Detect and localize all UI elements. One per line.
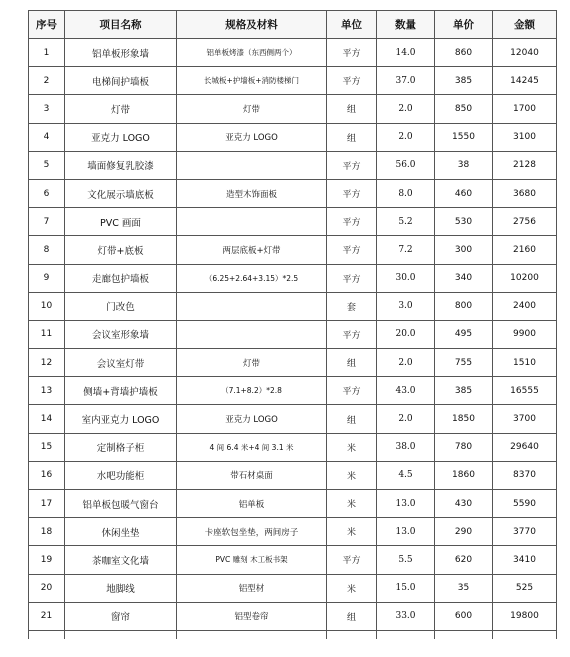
cell-index: 5 bbox=[29, 151, 65, 179]
cell-index: 20 bbox=[29, 574, 65, 602]
cell-unit: 组 bbox=[327, 405, 377, 433]
cell-spec-material: 4 间 6.4 米+4 间 3.1 米 bbox=[177, 433, 327, 461]
cell-unit-price: 38 bbox=[435, 151, 493, 179]
cell-amount: 3770 bbox=[493, 518, 557, 546]
cell-spec-material: 亚克力 LOGO bbox=[177, 405, 327, 433]
cell-item-name: 灯带+底板 bbox=[65, 236, 177, 264]
cell-unit: 组 bbox=[327, 95, 377, 123]
cell-unit: 平方 bbox=[327, 208, 377, 236]
table-row bbox=[29, 95, 557, 123]
cell-index: 21 bbox=[29, 602, 65, 630]
table-row bbox=[29, 264, 557, 292]
cell-item-name: 走廊包护墙板 bbox=[65, 264, 177, 292]
cell-quantity: 13.0 bbox=[377, 518, 435, 546]
cell-quantity: 2.0 bbox=[377, 95, 435, 123]
cell-unit-price: 460 bbox=[435, 179, 493, 207]
cell-amount: 2128 bbox=[493, 151, 557, 179]
cell-quantity: 56.0 bbox=[377, 151, 435, 179]
cell-item-name: 铝单板包暖气窗台 bbox=[65, 490, 177, 518]
quotation-table bbox=[28, 10, 557, 639]
cell-unit-price: 430 bbox=[435, 490, 493, 518]
cell-index: 2 bbox=[29, 67, 65, 95]
cell-unit-price: 385 bbox=[435, 377, 493, 405]
cell-quantity: 5.5 bbox=[377, 546, 435, 574]
cell-amount: 12040 bbox=[493, 39, 557, 67]
cell-quantity: 3.0 bbox=[377, 292, 435, 320]
cell-unit-price: 860 bbox=[435, 39, 493, 67]
cell-unit: 平方 bbox=[327, 151, 377, 179]
cell-quantity: 2.0 bbox=[377, 349, 435, 377]
cell-spec-material: 灯带 bbox=[177, 95, 327, 123]
cell-unit: 组 bbox=[327, 602, 377, 630]
cell-amount: 3700 bbox=[493, 405, 557, 433]
cell-amount: 2160 bbox=[493, 236, 557, 264]
cell-index: 3 bbox=[29, 95, 65, 123]
cell-quantity: 2.0 bbox=[377, 123, 435, 151]
cell-empty bbox=[435, 630, 493, 639]
cell-unit-price: 600 bbox=[435, 602, 493, 630]
table-row bbox=[29, 320, 557, 348]
cell-item-name: 会议室形象墙 bbox=[65, 320, 177, 348]
cell-spec-material: 铝型材 bbox=[177, 574, 327, 602]
cell-empty bbox=[377, 630, 435, 639]
header-index: 序号 bbox=[29, 11, 65, 39]
cell-unit: 平方 bbox=[327, 546, 377, 574]
cell-item-name: 茶咖室文化墙 bbox=[65, 546, 177, 574]
cell-index: 14 bbox=[29, 405, 65, 433]
cell-unit: 组 bbox=[327, 349, 377, 377]
cell-amount: 19800 bbox=[493, 602, 557, 630]
cell-item-name: 门改色 bbox=[65, 292, 177, 320]
cell-index: 11 bbox=[29, 320, 65, 348]
table-body bbox=[29, 39, 557, 639]
table-row bbox=[29, 179, 557, 207]
cell-quantity: 13.0 bbox=[377, 490, 435, 518]
cell-item-name: PVC 画面 bbox=[65, 208, 177, 236]
cell-index: 7 bbox=[29, 208, 65, 236]
cell-spec-material: 卡座软包坐垫，两间房子 bbox=[177, 518, 327, 546]
table-row bbox=[29, 574, 557, 602]
cell-unit: 平方 bbox=[327, 179, 377, 207]
cell-amount: 1510 bbox=[493, 349, 557, 377]
cell-spec-material: 铝型卷帘 bbox=[177, 602, 327, 630]
cell-item-name: 灯带 bbox=[65, 95, 177, 123]
header-spec-material: 规格及材料 bbox=[177, 11, 327, 39]
cell-unit: 米 bbox=[327, 518, 377, 546]
cell-item-name: 侧墙+背墙护墙板 bbox=[65, 377, 177, 405]
cell-empty bbox=[177, 630, 327, 639]
cell-amount: 3100 bbox=[493, 123, 557, 151]
cell-index: 13 bbox=[29, 377, 65, 405]
cell-unit: 套 bbox=[327, 292, 377, 320]
cell-unit-price: 340 bbox=[435, 264, 493, 292]
cell-index: 9 bbox=[29, 264, 65, 292]
cell-amount: 10200 bbox=[493, 264, 557, 292]
cell-item-name: 会议室灯带 bbox=[65, 349, 177, 377]
table-row bbox=[29, 405, 557, 433]
cell-spec-material: 铝单板烤漆（东西侧两个） bbox=[177, 39, 327, 67]
cell-unit-price: 1860 bbox=[435, 461, 493, 489]
cell-index: 15 bbox=[29, 433, 65, 461]
quotation-sheet bbox=[28, 10, 556, 639]
cell-item-name: 文化展示墙底板 bbox=[65, 179, 177, 207]
cell-item-name: 室内亚克力 LOGO bbox=[65, 405, 177, 433]
cell-unit: 平方 bbox=[327, 377, 377, 405]
cell-unit-price: 620 bbox=[435, 546, 493, 574]
cell-unit-price: 850 bbox=[435, 95, 493, 123]
cell-quantity: 38.0 bbox=[377, 433, 435, 461]
table-row-partial bbox=[29, 630, 557, 639]
cell-amount: 1700 bbox=[493, 95, 557, 123]
cell-amount: 16555 bbox=[493, 377, 557, 405]
cell-index: 1 bbox=[29, 39, 65, 67]
cell-item-name: 定制格子柜 bbox=[65, 433, 177, 461]
cell-index: 19 bbox=[29, 546, 65, 574]
cell-spec-material: PVC 雕刻 木工板书架 bbox=[177, 546, 327, 574]
cell-amount: 29640 bbox=[493, 433, 557, 461]
table-row bbox=[29, 433, 557, 461]
cell-quantity: 30.0 bbox=[377, 264, 435, 292]
cell-index: 6 bbox=[29, 179, 65, 207]
table-row bbox=[29, 292, 557, 320]
table-row bbox=[29, 67, 557, 95]
cell-empty bbox=[327, 630, 377, 639]
cell-quantity: 20.0 bbox=[377, 320, 435, 348]
table-row bbox=[29, 490, 557, 518]
cell-index: 4 bbox=[29, 123, 65, 151]
cell-spec-material: 长城板+护墙板+消防楼梯门 bbox=[177, 67, 327, 95]
cell-unit: 平方 bbox=[327, 39, 377, 67]
cell-empty bbox=[65, 630, 177, 639]
cell-index: 16 bbox=[29, 461, 65, 489]
cell-unit-price: 1550 bbox=[435, 123, 493, 151]
cell-amount: 8370 bbox=[493, 461, 557, 489]
header-unit: 单位 bbox=[327, 11, 377, 39]
cell-unit: 平方 bbox=[327, 67, 377, 95]
table-header-row bbox=[29, 11, 557, 39]
cell-item-name: 水吧功能柜 bbox=[65, 461, 177, 489]
cell-quantity: 14.0 bbox=[377, 39, 435, 67]
cell-spec-material bbox=[177, 208, 327, 236]
cell-item-name: 休闲坐垫 bbox=[65, 518, 177, 546]
cell-unit-price: 780 bbox=[435, 433, 493, 461]
cell-item-name: 地脚线 bbox=[65, 574, 177, 602]
cell-unit-price: 385 bbox=[435, 67, 493, 95]
cell-amount: 5590 bbox=[493, 490, 557, 518]
cell-quantity: 37.0 bbox=[377, 67, 435, 95]
cell-index: 8 bbox=[29, 236, 65, 264]
cell-amount: 525 bbox=[493, 574, 557, 602]
table-row bbox=[29, 123, 557, 151]
cell-unit: 米 bbox=[327, 574, 377, 602]
table-row bbox=[29, 461, 557, 489]
cell-amount: 2756 bbox=[493, 208, 557, 236]
cell-spec-material bbox=[177, 151, 327, 179]
cell-quantity: 4.5 bbox=[377, 461, 435, 489]
cell-unit-price: 290 bbox=[435, 518, 493, 546]
cell-index: 10 bbox=[29, 292, 65, 320]
cell-quantity: 5.2 bbox=[377, 208, 435, 236]
cell-spec-material: 灯带 bbox=[177, 349, 327, 377]
cell-spec-material bbox=[177, 292, 327, 320]
cell-unit-price: 300 bbox=[435, 236, 493, 264]
cell-spec-material: 带石材桌面 bbox=[177, 461, 327, 489]
cell-index: 17 bbox=[29, 490, 65, 518]
cell-item-name: 电梯间护墙板 bbox=[65, 67, 177, 95]
cell-spec-material: 铝单板 bbox=[177, 490, 327, 518]
cell-unit-price: 35 bbox=[435, 574, 493, 602]
table-row bbox=[29, 151, 557, 179]
cell-unit: 米 bbox=[327, 433, 377, 461]
cell-quantity: 2.0 bbox=[377, 405, 435, 433]
table-row bbox=[29, 377, 557, 405]
cell-unit-price: 755 bbox=[435, 349, 493, 377]
header-unit-price: 单价 bbox=[435, 11, 493, 39]
table-row bbox=[29, 518, 557, 546]
cell-index: 12 bbox=[29, 349, 65, 377]
cell-quantity: 15.0 bbox=[377, 574, 435, 602]
cell-amount: 3410 bbox=[493, 546, 557, 574]
cell-quantity: 33.0 bbox=[377, 602, 435, 630]
cell-unit: 组 bbox=[327, 123, 377, 151]
cell-quantity: 43.0 bbox=[377, 377, 435, 405]
cell-unit-price: 530 bbox=[435, 208, 493, 236]
cell-index: 18 bbox=[29, 518, 65, 546]
table-row bbox=[29, 39, 557, 67]
cell-amount: 9900 bbox=[493, 320, 557, 348]
cell-amount: 2400 bbox=[493, 292, 557, 320]
cell-unit-price: 495 bbox=[435, 320, 493, 348]
cell-unit-price: 800 bbox=[435, 292, 493, 320]
cell-item-name: 亚克力 LOGO bbox=[65, 123, 177, 151]
cell-empty bbox=[29, 630, 65, 639]
table-row bbox=[29, 208, 557, 236]
cell-unit-price: 1850 bbox=[435, 405, 493, 433]
cell-spec-material: 两层底板+灯带 bbox=[177, 236, 327, 264]
cell-unit: 平方 bbox=[327, 264, 377, 292]
cell-unit: 平方 bbox=[327, 320, 377, 348]
cell-spec-material bbox=[177, 320, 327, 348]
cell-empty bbox=[493, 630, 557, 639]
header-item-name: 项目名称 bbox=[65, 11, 177, 39]
cell-quantity: 7.2 bbox=[377, 236, 435, 264]
cell-item-name: 窗帘 bbox=[65, 602, 177, 630]
cell-quantity: 8.0 bbox=[377, 179, 435, 207]
cell-item-name: 墙面修复乳胶漆 bbox=[65, 151, 177, 179]
cell-amount: 14245 bbox=[493, 67, 557, 95]
cell-spec-material: （7.1+8.2）*2.8 bbox=[177, 377, 327, 405]
table-row bbox=[29, 546, 557, 574]
cell-spec-material: 亚克力 LOGO bbox=[177, 123, 327, 151]
table-row bbox=[29, 602, 557, 630]
cell-amount: 3680 bbox=[493, 179, 557, 207]
header-quantity: 数量 bbox=[377, 11, 435, 39]
table-row bbox=[29, 349, 557, 377]
cell-item-name: 铝单板形象墙 bbox=[65, 39, 177, 67]
header-amount: 金额 bbox=[493, 11, 557, 39]
cell-spec-material: 造型木饰面板 bbox=[177, 179, 327, 207]
cell-unit: 米 bbox=[327, 490, 377, 518]
cell-unit: 平方 bbox=[327, 236, 377, 264]
cell-spec-material: （6.25+2.64+3.15）*2.5 bbox=[177, 264, 327, 292]
table-row bbox=[29, 236, 557, 264]
cell-unit: 米 bbox=[327, 461, 377, 489]
